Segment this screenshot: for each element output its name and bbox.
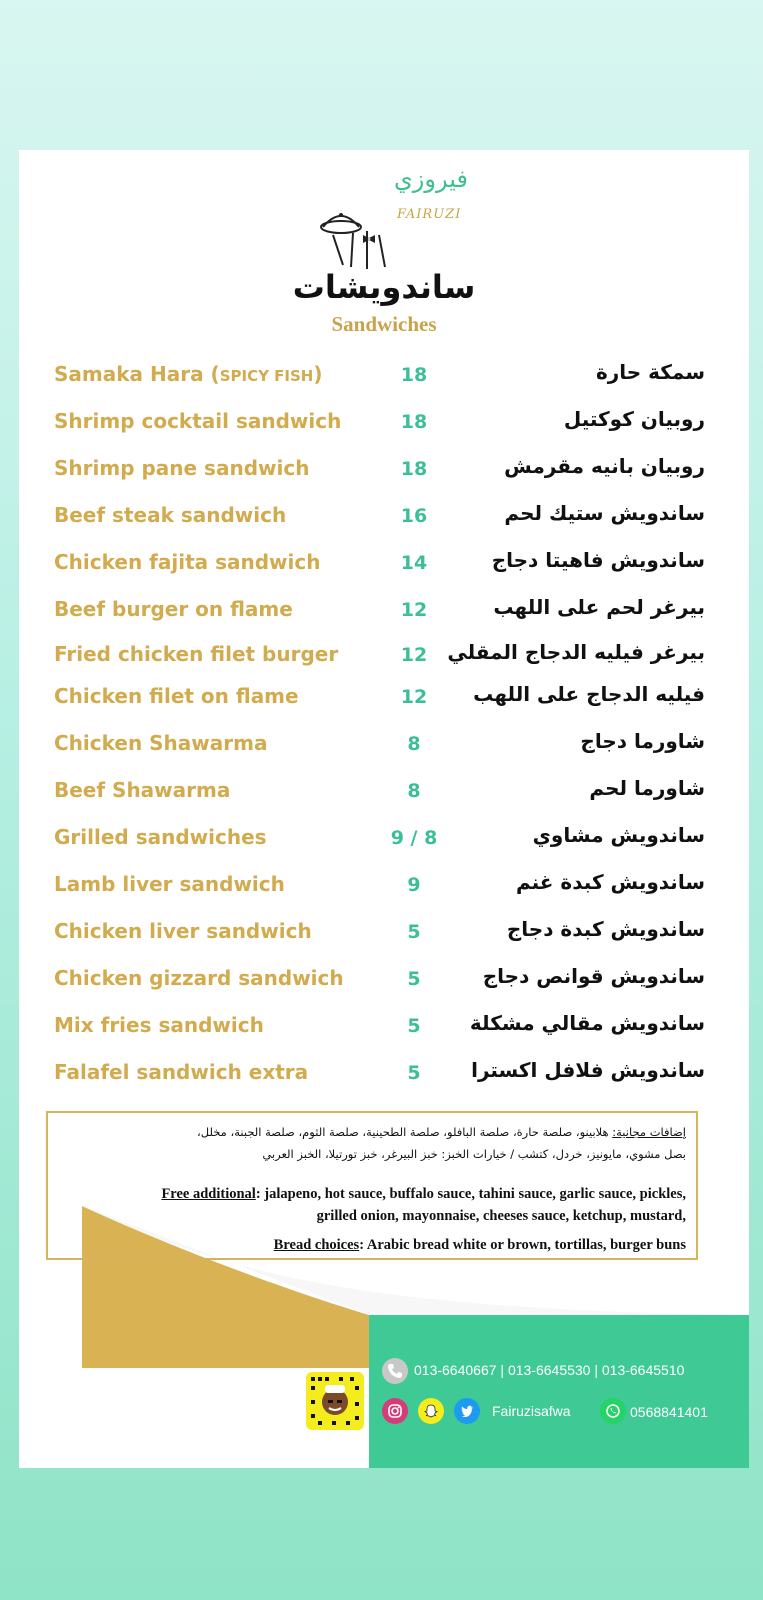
brand-name-english: FAIRUZI (397, 207, 462, 222)
menu-item (19, 868, 749, 904)
item-name-arabic: ساندويش قوانص دجاج (482, 964, 705, 988)
extras-arabic: إضافات مجانية: هلابينو، صلصة حارة، صلصة البافلو، صلصة الطحينية، صلصة الثوم، صلصة الجبنة، مخلل، بصل مشوي، مايونيز، خردل، كتشب / خيارات الخبز: خبز البيرغر، خبز تورتيلا، الخبز العربي (197, 1125, 686, 1161)
item-name-english: Grilled sandwiches (54, 825, 267, 849)
menu-item (19, 915, 749, 951)
free-extras-box (46, 1111, 698, 1260)
item-name-english: Chicken gizzard sandwich (54, 966, 344, 990)
item-price: 5 (407, 1062, 421, 1084)
section-title-arabic: ساندويشات (292, 268, 476, 306)
menu-item (19, 358, 749, 394)
item-price: 14 (400, 552, 428, 574)
item-price: 18 (400, 458, 428, 480)
menu-item (19, 680, 749, 716)
item-name-arabic: ساندويش فلافل اكسترا (471, 1058, 705, 1082)
menu-item (19, 774, 749, 810)
menu-item (19, 1009, 749, 1045)
item-price: 8 (407, 780, 421, 802)
item-name-arabic: ساندويش كبدة غنم (515, 870, 705, 894)
item-name-english: Beef Shawarma (54, 778, 231, 802)
item-name-arabic: ساندويش فاهيتا دجاج (491, 548, 705, 572)
menu-item (19, 1056, 749, 1092)
phone-icon[interactable] (382, 1358, 408, 1384)
twitter-icon[interactable] (454, 1398, 480, 1424)
item-price: 12 (400, 599, 428, 621)
item-name-arabic: روبيان بانيه مقرمش (504, 454, 705, 478)
item-price: 5 (407, 968, 421, 990)
menu-item (19, 638, 749, 674)
item-name-english: Samaka Hara (SPICY FISH) (54, 362, 323, 386)
item-name-english: Shrimp pane sandwich (54, 456, 310, 480)
item-name-english: Beef steak sandwich (54, 503, 287, 527)
social-row (382, 1398, 742, 1428)
item-name-arabic: شاورما دجاج (580, 729, 705, 753)
item-note: SPICY FISH (219, 367, 314, 385)
menu-item (19, 452, 749, 488)
free-additional-line2: grilled onion, mayonnaise, cheeses sauce, ketchup, mustard, (316, 1208, 686, 1224)
item-name-arabic: فيليه الدجاج على اللهب (473, 682, 705, 706)
menu-item (19, 405, 749, 441)
item-name-arabic: بيرغر فيليه الدجاج المقلي (447, 640, 705, 664)
contact-panel (369, 1315, 749, 1468)
item-price: 5 (407, 1015, 421, 1037)
extras-english: Free additional: jalapeno, hot sauce, buffalo sauce, tahini sauce, garlic sauce, pickles, grilled onion, mayonnaise, cheeses sauce, ketchup, mustard, (161, 1186, 686, 1224)
item-price: 9 (407, 874, 421, 896)
item-name-english: Mix fries sandwich (54, 1013, 264, 1037)
social-handle[interactable]: Fairuzisafwa (492, 1403, 571, 1419)
item-price: 8 (407, 733, 421, 755)
instagram-icon[interactable] (382, 1398, 408, 1424)
phone-row (382, 1358, 742, 1388)
snapchat-icon[interactable] (418, 1398, 444, 1424)
free-additional-label: Free additional (161, 1186, 256, 1202)
item-name-english: Shrimp cocktail sandwich (54, 409, 342, 433)
item-name-arabic: ساندويش ستيك لحم (504, 501, 705, 525)
bread-choices-label: Bread choices (273, 1237, 360, 1253)
item-name-english: Lamb liver sandwich (54, 872, 285, 896)
whatsapp-icon[interactable] (600, 1398, 626, 1424)
item-name-arabic: ساندويش مقالي مشكلة (469, 1011, 705, 1035)
item-price: 12 (400, 686, 428, 708)
section-title-english: Sandwiches (331, 312, 437, 336)
item-name-arabic: سمكة حارة (595, 360, 705, 384)
extras-arabic-label: إضافات مجانية: (612, 1125, 686, 1139)
item-price: 5 (407, 921, 421, 943)
phone-numbers[interactable]: 013-6640667 | 013-6645530 | 013-6645510 (414, 1362, 685, 1378)
brand-logo (319, 165, 479, 275)
menu-item (19, 499, 749, 535)
item-price: 9 / 8 (390, 827, 438, 849)
item-name-english: Beef burger on flame (54, 597, 293, 621)
menu-item (19, 821, 749, 857)
item-name-arabic: ساندويش مشاوي (532, 823, 705, 847)
menu-sheet (19, 150, 749, 1468)
snapcode-icon[interactable] (306, 1372, 364, 1430)
menu-item (19, 546, 749, 582)
item-name-english: Fried chicken filet burger (54, 642, 339, 666)
waiter-logo-icon (319, 205, 399, 275)
item-price: 18 (400, 411, 428, 433)
brand-name-arabic: فيروزي (394, 165, 468, 193)
whatsapp-number[interactable]: 0568841401 (630, 1404, 708, 1420)
item-name-english: Chicken filet on flame (54, 684, 299, 708)
menu-item (19, 962, 749, 998)
menu-item (19, 727, 749, 763)
item-name-arabic: ساندويش كبدة دجاج (506, 917, 705, 941)
bread-choices: Bread choices: Arabic bread white or brown, tortillas, burger buns (273, 1237, 686, 1253)
item-price: 12 (400, 644, 428, 666)
item-name-english: Chicken Shawarma (54, 731, 268, 755)
menu-item (19, 593, 749, 629)
item-name-english: Falafel sandwich extra (54, 1060, 309, 1084)
extras-arabic-line2: بصل مشوي، مايونيز، خردل، كتشب / خيارات الخبز: خبز البيرغر، خبز تورتيلا، الخبز العربي (262, 1147, 686, 1161)
item-name-english: Chicken fajita sandwich (54, 550, 321, 574)
item-price: 16 (400, 505, 428, 527)
item-price: 18 (400, 364, 428, 386)
item-name-arabic: بيرغر لحم على اللهب (493, 595, 705, 619)
item-name-arabic: شاورما لحم (589, 776, 705, 800)
item-name-arabic: روبيان كوكتيل (563, 407, 705, 431)
item-name-english: Chicken liver sandwich (54, 919, 312, 943)
